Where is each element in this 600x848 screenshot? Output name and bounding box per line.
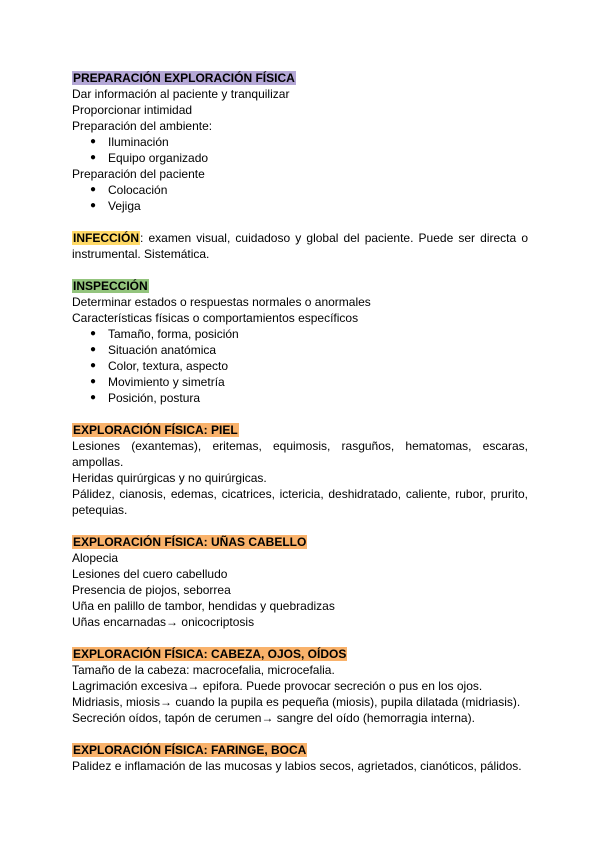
- list-item: ● Colocación: [90, 183, 168, 197]
- text-line: Presencia de piojos, seborrea: [72, 583, 231, 597]
- bullet-icon: ●: [90, 376, 97, 387]
- bullet-icon: ●: [90, 392, 97, 403]
- document-page: [72, 70, 528, 774]
- text-line: Alopecia: [72, 551, 119, 565]
- text-line: Dar información al paciente y tranquilizar: [72, 87, 290, 101]
- bullet-icon: ●: [90, 152, 97, 163]
- list-item: ● Color, textura, aspecto: [90, 359, 229, 373]
- text-line: Tamaño de la cabeza: macrocefalia, microcefalia.: [72, 663, 335, 677]
- section-heading: INFECCIÓN: [73, 231, 139, 245]
- text-line: Uña en palillo de tambor, hendidas y quebradizas: [72, 599, 335, 613]
- section-cabeza-ojos-oidos: [72, 646, 528, 726]
- section-heading: PREPARACIÓN EXPLORACIÓN FÍSICA: [73, 71, 295, 85]
- list-item: ● Situación anatómica: [90, 343, 217, 357]
- bullet-icon: ●: [90, 136, 97, 147]
- section-heading: EXPLORACIÓN FÍSICA: FARINGE, BOCA: [73, 743, 307, 757]
- section-heading: EXPLORACIÓN FÍSICA: PIEL: [73, 423, 238, 437]
- section-infeccion: [72, 230, 528, 262]
- section-inspeccion: [72, 278, 528, 406]
- paragraph-text: : examen visual, cuidadoso y global del paciente. Puede ser directa o instrumental. Sistemática.: [72, 231, 528, 261]
- text-line: Proporcionar intimidad: [72, 103, 193, 117]
- list-item: ● Iluminación: [90, 135, 169, 149]
- list-item: ● Vejiga: [90, 199, 141, 213]
- section-preparacion: [72, 70, 528, 214]
- bullet-icon: ●: [90, 360, 97, 371]
- text-line: Determinar estados o respuestas normales o anormales: [72, 295, 371, 309]
- list-item: ● Tamaño, forma, posición: [90, 327, 239, 341]
- section-heading: EXPLORACIÓN FÍSICA: UÑAS CABELLO: [73, 535, 307, 549]
- bullet-icon: ●: [90, 328, 97, 339]
- list-item: ● Equipo organizado: [90, 151, 209, 165]
- section-faringe-boca: [72, 742, 528, 774]
- paragraph-text: Lesiones (exantemas), eritemas, equimosis, rasguños, hematomas, escaras, ampollas.: [72, 439, 528, 469]
- text-line: Preparación del paciente: [72, 167, 205, 181]
- section-heading: INSPECCIÓN: [73, 279, 148, 293]
- text-line: Midriasis, miosis→ cuando la pupila es pequeña (miosis), pupila dilatada (midriasis).: [72, 695, 521, 709]
- paragraph-text: Pálidez, cianosis, edemas, cicatrices, ictericia, deshidratado, caliente, rubor, prurito, petequias.: [72, 487, 528, 517]
- text-line: Lagrimación excesiva→ epifora. Puede provocar secreción o pus en los ojos.: [72, 679, 483, 693]
- section-piel: [72, 422, 528, 518]
- text-line: Uñas encarnadas→ onicocriptosis: [72, 615, 255, 629]
- text-line: Palidez e inflamación de las mucosas y labios secos, agrietados, cianóticos, pálidos.: [72, 759, 522, 773]
- paragraph-text: Heridas quirúrgicas y no quirúrgicas.: [72, 471, 267, 485]
- bullet-list: [72, 182, 528, 214]
- text-line: Secreción oídos, tapón de cerumen→ sangre del oído (hemorragia interna).: [72, 711, 475, 725]
- bullet-list: [72, 326, 528, 406]
- list-item: ● Posición, postura: [90, 391, 201, 405]
- bullet-icon: ●: [90, 184, 97, 195]
- section-heading: EXPLORACIÓN FÍSICA: CABEZA, OJOS, OÍDOS: [73, 647, 347, 661]
- bullet-icon: ●: [90, 200, 97, 211]
- text-line: Características físicas o comportamientos específicos: [72, 311, 359, 325]
- list-item: ● Movimiento y simetría: [90, 375, 225, 389]
- text-line: Preparación del ambiente:: [72, 119, 213, 133]
- bullet-icon: ●: [90, 344, 97, 355]
- bullet-list: [72, 134, 528, 166]
- section-unas-cabello: [72, 534, 528, 630]
- text-line: Lesiones del cuero cabelludo: [72, 567, 228, 581]
